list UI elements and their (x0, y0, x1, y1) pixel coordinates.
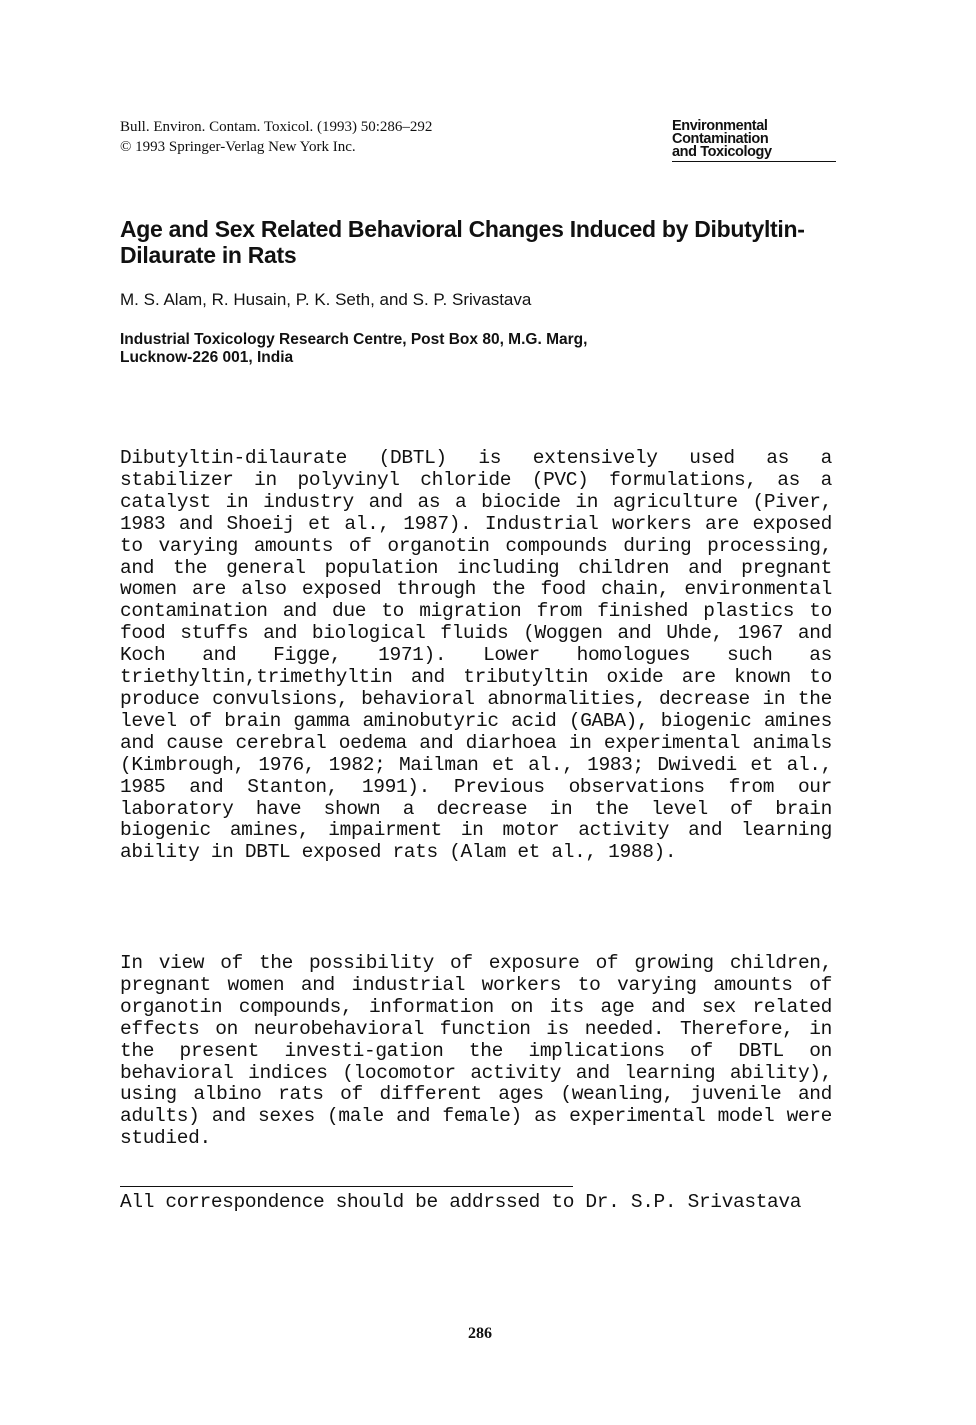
citation-header (120, 117, 432, 157)
citation-line: Bull. Environ. Contam. Toxicol. (1993) 50:286–292 (120, 119, 433, 135)
affiliation-line: Lucknow-226 001, India (120, 349, 294, 366)
affiliation (120, 331, 587, 367)
footnote-divider (120, 1186, 573, 1187)
logo-line-2: Contamination (672, 131, 769, 147)
article-title: Age and Sex Related Behavioral Changes Induced by Dibutyltin-Dilaurate in Rats (120, 216, 805, 268)
author-list: M. S. Alam, R. Husain, P. K. Seth, and S. P. Srivastava (120, 290, 532, 309)
affiliation-line: Industrial Toxicology Research Centre, Post Box 80, M.G. Marg, (120, 331, 588, 348)
page-number: 286 (468, 1325, 492, 1342)
body-paragraph-1: Dibutyltin-dilaurate (DBTL) is extensively used as a stabilizer in polyvinyl chloride (PVC) formulations, as a catalyst in industry and as a biocide in agriculture (Piver, 1983 and Shoeij et al., 1987). Industrial workers are exposed to varying amounts of organotin compounds during processing, and the general population including children and pregnant women are also exposed through the food chain, environmental contamination and due to migration from finished plastics to food stuffs and biological fluids (Woggen and Uhde, 1967 and Koch and Figge, 1971). Lower homologues such as triethyltin,trimethyltin and tributyltin oxide are known to produce convulsions, behavioral abnormalities, decrease in the level of brain gamma aminobutyric acid (GABA), biogenic amines and cause cerebral oedema and diarhoea in experimental animals (Kimbrough, 1976, 1982; Mailman et al., 1983; Dwivedi et al., 1985 and Stanton, 1991). Previous observations from our laboratory have shown a decrease in the level of brain biogenic amines, impairment in motor activity and learning ability in DBTL exposed rats (Alam et al., 1988). (120, 447, 832, 864)
body-paragraph-2: In view of the possibility of exposure of growing children, pregnant women and industrial workers to varying amounts of organotin compounds, information on its age and sex related effects on neurobehavioral function is needed. Therefore, in the present investi-gation the implications of DBTL on behavioral indices (locomotor activity and learning ability), using albino rats of different ages (weanling, juvenile and adults) and sexes (male and female) as experimental model were studied. (120, 952, 832, 1150)
logo-rule (672, 161, 836, 162)
logo-line-1: Environmental (672, 118, 768, 134)
copyright-line: © 1993 Springer-Verlag New York Inc. (120, 139, 356, 155)
logo-line-3: and Toxicology (672, 144, 772, 160)
journal-logo (672, 120, 836, 162)
correspondence-footnote: All correspondence should be addrssed to Dr. S.P. Srivastava (120, 1191, 802, 1213)
